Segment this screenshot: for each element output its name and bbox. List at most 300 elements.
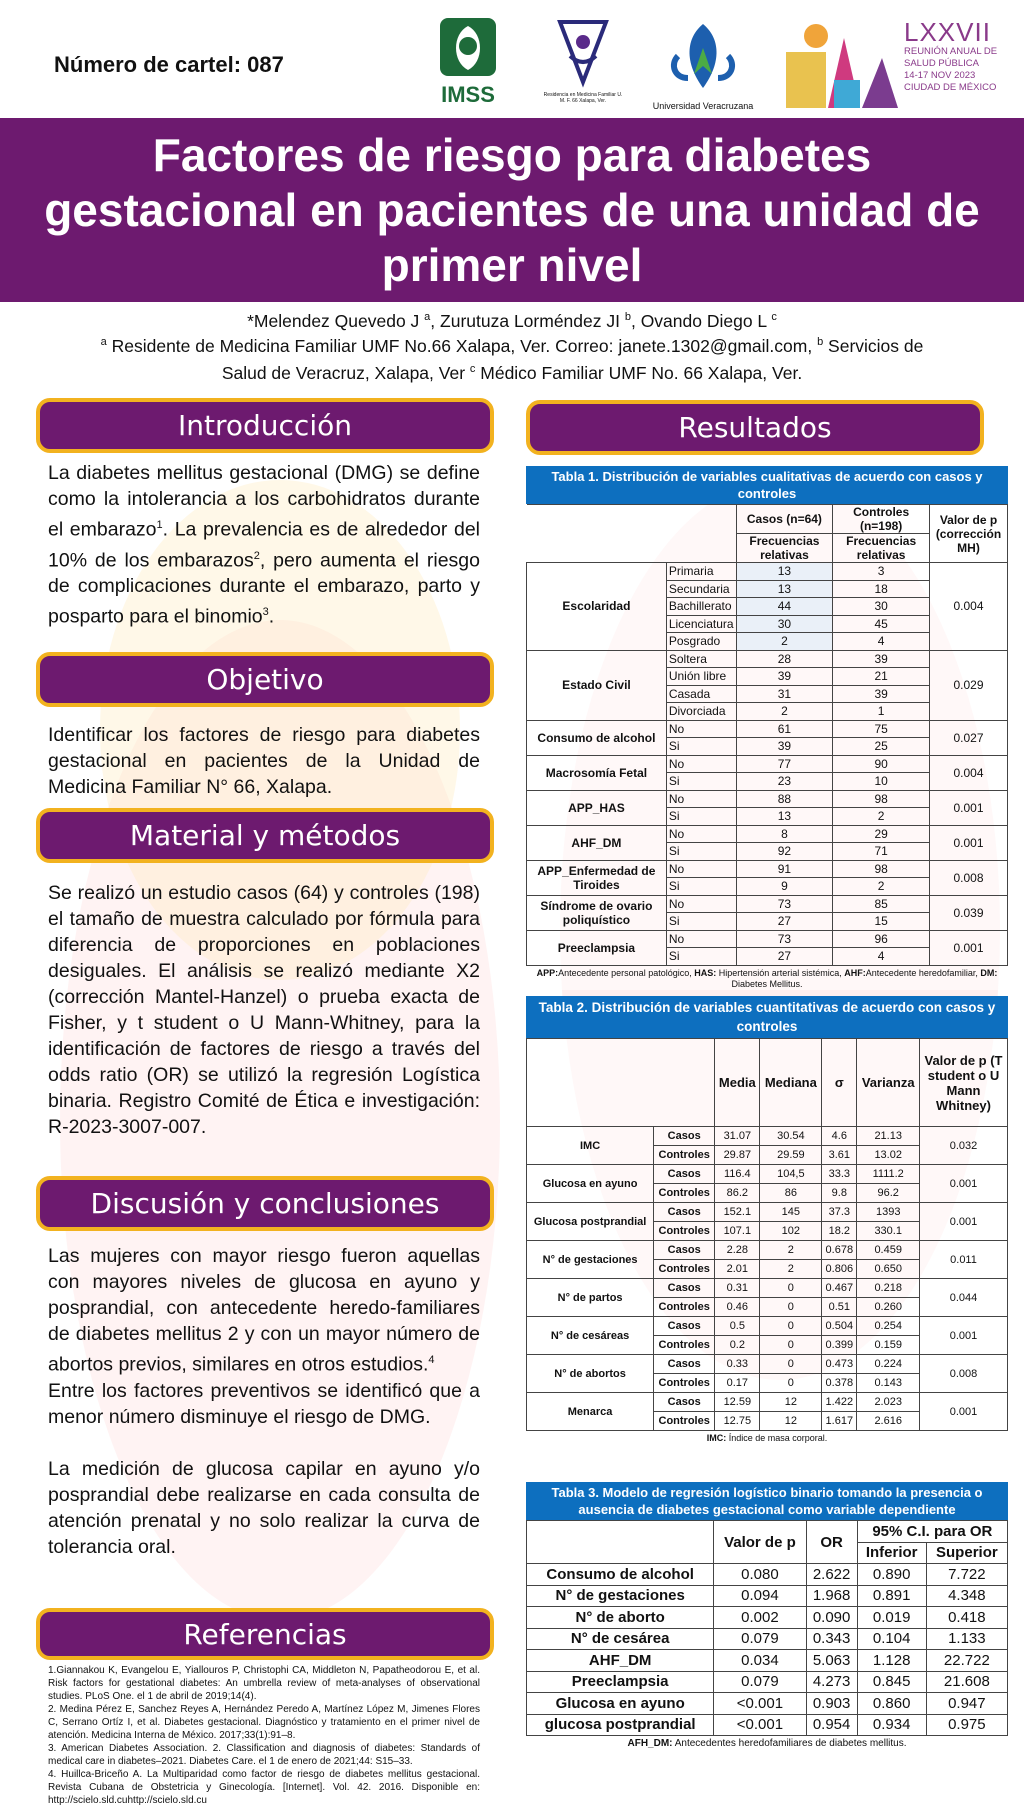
t1-cases-value: 2 [736,633,833,651]
t1-controls-value: 98 [833,860,930,878]
t3-value: 0.845 [857,1671,926,1693]
lxxvii-reunion-logo [784,18,1000,110]
reference-1: 1.Giannakou K, Evangelou E, Yiallouros P, Christophi CA, Middleton N, Papatheodorou E, et al. Risk factors for gestational diabetes: An umbrella review of meta-analyses of observational studies. PLoS One. el 1 de abril de 2019;14(4). [48,1665,480,1702]
t2-value: 330.1 [857,1222,920,1241]
t3-value: 0.891 [857,1585,926,1607]
t1-cases-value: 13 [736,580,833,598]
t1-cases-value: 61 [736,720,833,738]
section-methods-heading: Material y métodos [36,808,494,863]
t2-p-value: 0.001 [920,1203,1008,1241]
t2-col-mediana: Mediana [760,1039,822,1127]
t2-value: 18.2 [822,1222,857,1241]
t2-group-name: N° de partos [527,1279,654,1317]
t3-value: 1.128 [857,1650,926,1672]
t2-value: 0.2 [715,1336,760,1355]
t2-p-value: 0.032 [920,1127,1008,1165]
t1-col-cases: Casos (n=64) [736,505,833,534]
t2-value: 0 [760,1355,822,1374]
t3-col-inferior: Inferior [857,1542,926,1564]
t1-cases-value: 30 [736,615,833,633]
t2-row [527,1393,1008,1412]
t2-value: 104,5 [760,1165,822,1184]
t2-value: 0.260 [857,1298,920,1317]
t2-value: 0.143 [857,1374,920,1393]
t1-category: Si [666,738,736,756]
t1-category: Soltera [666,650,736,668]
t1-cases-value: 9 [736,878,833,896]
t2-value: 0.218 [857,1279,920,1298]
t2-group-name: N° de cesáreas [527,1317,654,1355]
t2-value: 0.459 [857,1241,920,1260]
t1-controls-value: 90 [833,755,930,773]
t2-value: 0.467 [822,1279,857,1298]
t3-value: 0.094 [714,1585,806,1607]
t3-value: 0.418 [926,1607,1007,1629]
t2-group-name: Menarca [527,1393,654,1431]
t1-category: Si [666,773,736,791]
t1-p-value: 0.039 [930,895,1008,930]
t2-row [527,1203,1008,1222]
t3-row [527,1650,1008,1672]
t3-variable: N° de cesárea [527,1628,714,1650]
t3-value: 0.079 [714,1671,806,1693]
universidad-veracruzana-logo [648,18,758,110]
t2-value: 0 [760,1317,822,1336]
t1-category: No [666,895,736,913]
t2-value: 21.13 [857,1127,920,1146]
t1-category: No [666,720,736,738]
table-2-caption: Tabla 2. Distribución de variables cuantitativas de acuerdo con casos y controles [526,996,1008,1038]
t2-value: 0.17 [715,1374,760,1393]
t1-controls-value: 98 [833,790,930,808]
t3-value: 0.954 [806,1714,857,1736]
imss-logo [430,16,506,106]
t2-value: 0.31 [715,1279,760,1298]
t1-category: Si [666,913,736,931]
t2-value: 0 [760,1336,822,1355]
t1-controls-value: 1 [833,703,930,721]
t1-group-name: APP_HAS [527,790,667,825]
t2-row [527,1127,1008,1146]
t1-group-name: Consumo de alcohol [527,720,667,755]
t1-p-value: 0.004 [930,755,1008,790]
t2-group-name: N° de gestaciones [527,1241,654,1279]
t2-value: 13.02 [857,1146,920,1165]
t1-category: No [666,755,736,773]
t1-category: Si [666,843,736,861]
t1-cases-value: 39 [736,738,833,756]
table-1 [526,466,1008,990]
t2-p-value: 0.011 [920,1241,1008,1279]
t3-variable: Preeclampsia [527,1671,714,1693]
methods-paragraph: Se realizó un estudio casos (64) y controles (198) el tamaño de muestra calculado por fórmula para diferencia de proporciones en poblaciones desiguales. El análisis se realizó mediante X2 (corrección Mantel-Hanzel) o prueba exacta de Fisher, y t student o U Mann-Whitney, para la identificación de factores de riesgo a través del odds ratio (OR) se utilizó la regresión Logística binaria. Registro Comité de Ética e investigación: R-2023-3007-007. [48,882,480,1138]
section-results-heading: Resultados [526,400,984,455]
t2-value: 2 [760,1260,822,1279]
event-roman-number: LXXVII [904,17,991,47]
t2-value: 3.61 [822,1146,857,1165]
t2-value: 29.87 [715,1146,760,1165]
t1-controls-value: 30 [833,598,930,616]
t2-subgroup: Casos [654,1127,715,1146]
t1-p-value: 0.001 [930,790,1008,825]
universidad-veracruzana-text: Universidad Veracruzana [652,101,754,111]
t2-value: 0.46 [715,1298,760,1317]
t2-value: 0.473 [822,1355,857,1374]
t2-value: 2.023 [857,1393,920,1412]
t3-value: 0.860 [857,1693,926,1715]
t2-value: 86 [760,1184,822,1203]
t2-value: 152.1 [715,1203,760,1222]
t1-row [527,825,1008,843]
section-objective-heading: Objetivo [36,652,494,707]
t1-cases-value: 77 [736,755,833,773]
t1-cases-value: 13 [736,563,833,581]
t2-row [527,1355,1008,1374]
t1-category: Posgrado [666,633,736,651]
t1-category: No [666,825,736,843]
t1-controls-value: 3 [833,563,930,581]
t1-controls-value: 85 [833,895,930,913]
t1-category: Secundaria [666,580,736,598]
t2-subgroup: Controles [654,1222,715,1241]
t1-row [527,860,1008,878]
t2-col-media: Media [715,1039,760,1127]
t2-row [527,1165,1008,1184]
t2-value: 0.159 [857,1336,920,1355]
author-2: , Zurutuza Lorméndez JI [430,310,625,331]
t1-category: Casada [666,685,736,703]
imss-logo-text: IMSS [441,82,495,106]
poster-title: Factores de riesgo para diabetes gestacional en pacientes de una unidad de primer nivel [44,128,980,291]
t1-controls-value: 15 [833,913,930,931]
t3-value: 0.002 [714,1607,806,1629]
t3-value: 0.975 [926,1714,1007,1736]
t2-value: 1111.2 [857,1165,920,1184]
event-line-4: CIUDAD DE MÉXICO [904,82,997,93]
t2-subgroup: Casos [654,1165,715,1184]
t2-value: 0.504 [822,1317,857,1336]
t2-value: 2 [760,1241,822,1260]
reference-4: 4. Huillca-Briceño A. La Multiparidad como factor de riesgo de diabetes mellitus gestacional. Revista Cubana de Obstetricia y Ginecología. [Internet]. Vol. 42. 2016. Disponible en: http://scielo.sld.cuhttp://scielo.sld.cu [48,1769,480,1806]
t3-row [527,1714,1008,1736]
t2-value: 0.51 [822,1298,857,1317]
t3-value: 22.722 [926,1650,1007,1672]
table-2 [526,996,1008,1444]
t1-controls-value: 4 [833,633,930,651]
t3-value: 0.080 [714,1564,806,1586]
references-list [48,1664,480,1807]
t3-col-or: OR [806,1521,857,1564]
t1-category: Divorciada [666,703,736,721]
t2-value: 0.378 [822,1374,857,1393]
residencia-logo-text: Residencia en Medicina Familiar U. M. F. 66 Xalapa, Ver. [543,92,623,104]
t2-value: 2.616 [857,1412,920,1431]
t2-value: 1.422 [822,1393,857,1412]
t2-value: 12 [760,1412,822,1431]
t3-value: 0.934 [857,1714,926,1736]
t2-subgroup: Casos [654,1317,715,1336]
t1-cases-value: 8 [736,825,833,843]
t1-controls-value: 21 [833,668,930,686]
t3-row [527,1585,1008,1607]
section-discussion-heading: Discusión y conclusiones [36,1176,494,1231]
t3-value: 5.063 [806,1650,857,1672]
t1-col-freq-cases: Frecuencias relativas [736,534,833,563]
section-intro-heading: Introducción [36,398,494,453]
t2-value: 0.33 [715,1355,760,1374]
t2-value: 1393 [857,1203,920,1222]
t1-category: Primaria [666,563,736,581]
t1-p-value: 0.004 [930,563,1008,651]
t2-p-value: 0.001 [920,1165,1008,1203]
t2-value: 116.4 [715,1165,760,1184]
t3-value: 2.622 [806,1564,857,1586]
t1-category: Si [666,948,736,966]
t1-row [527,790,1008,808]
t2-value: 30.54 [760,1127,822,1146]
t1-controls-value: 75 [833,720,930,738]
t1-row [527,930,1008,948]
t3-value: 0.019 [857,1607,926,1629]
t1-category: Si [666,878,736,896]
t2-value: 0.678 [822,1241,857,1260]
t3-value: 1.133 [926,1628,1007,1650]
t1-cases-value: 73 [736,930,833,948]
affiliations: $^a$ Residente de Medicina Familiar UMF No.66 Xalapa, Ver. Correo: janete.1302@gmail.com, $^b$ Servicios de Salud de Veracruz, Xalapa, Ver $^c$ Médico Familiar UMF No. 66 Xalapa, Ver. [100,335,924,383]
t1-row [527,563,1008,581]
t3-variable: Consumo de alcohol [527,1564,714,1586]
t1-category: Licenciatura [666,615,736,633]
t3-variable: N° de gestaciones [527,1585,714,1607]
t2-value: 29.59 [760,1146,822,1165]
t1-category: Si [666,808,736,826]
t1-controls-value: 25 [833,738,930,756]
t3-row [527,1607,1008,1629]
author-3: , Ovando Diego L [630,310,772,331]
table-3 [526,1482,1008,1749]
t2-group-name: Glucosa en ayuno [527,1165,654,1203]
t2-p-value: 0.008 [920,1355,1008,1393]
t1-cases-value: 44 [736,598,833,616]
table-3-caption: Tabla 3. Modelo de regresión logístico binario tomando la presencia o ausencia de diabetes gestacional como variable dependiente [526,1482,1008,1520]
t2-value: 0.224 [857,1355,920,1374]
t1-controls-value: 10 [833,773,930,791]
t2-subgroup: Casos [654,1279,715,1298]
t1-group-name: AHF_DM [527,825,667,860]
t3-col-p: Valor de p [714,1521,806,1564]
t2-subgroup: Casos [654,1241,715,1260]
residencia-logo [543,12,623,108]
table-3-note: AFH_DM: Antecedentes heredofamiliares de diabetes mellitus. [627,1738,907,1749]
t1-group-name: Preeclampsia [527,930,667,965]
t3-row [527,1671,1008,1693]
t1-group-name: Escolaridad [527,563,667,651]
t2-value: 0.806 [822,1260,857,1279]
t2-subgroup: Controles [654,1336,715,1355]
t2-group-name: IMC [527,1127,654,1165]
t1-group-name: APP_Enfermedad de Tiroides [527,860,667,895]
t2-subgroup: Casos [654,1393,715,1412]
t2-p-value: 0.044 [920,1279,1008,1317]
t1-group-name: Estado Civil [527,650,667,720]
table-1-note: APP:Antecedente personal patológico, HAS: Hipertensión arterial sistémica, AHF:Antecedente heredofamiliar, DM: Diabetes Mellitus. [536,967,998,989]
t1-cases-value: 91 [736,860,833,878]
t2-value: 0 [760,1279,822,1298]
t1-controls-value: 45 [833,615,930,633]
t2-value: 107.1 [715,1222,760,1241]
t2-value: 0.254 [857,1317,920,1336]
t3-value: 21.608 [926,1671,1007,1693]
t1-row [527,895,1008,913]
t2-value: 2.28 [715,1241,760,1260]
t1-cases-value: 92 [736,843,833,861]
t1-row [527,755,1008,773]
t2-value: 0.399 [822,1336,857,1355]
t2-subgroup: Controles [654,1184,715,1203]
t1-controls-value: 2 [833,808,930,826]
t2-value: 96.2 [857,1184,920,1203]
t1-col-controls: Controles (n=198) [833,505,930,534]
t1-cases-value: 27 [736,948,833,966]
title-band [0,118,1024,302]
author-1: *Melendez Quevedo J [247,310,425,331]
t1-row [527,720,1008,738]
t2-value: 0 [760,1374,822,1393]
t2-value: 33.3 [822,1165,857,1184]
t1-controls-value: 4 [833,948,930,966]
t1-col-freq-controls: Frecuencias relativas [833,534,930,563]
t2-row [527,1241,1008,1260]
t1-group-name: Macrosomía Fetal [527,755,667,790]
cartel-number: Número de cartel: 087 [54,52,284,77]
t3-value: 0.079 [714,1628,806,1650]
t1-row [527,650,1008,668]
authors-line: *Melendez Quevedo J $^a$, Zurutuza Lorméndez JI $^b$, Ovando Diego L $^c$ [247,310,777,331]
t3-value: 0.034 [714,1650,806,1672]
t2-subgroup: Casos [654,1203,715,1222]
t2-value: 12 [760,1393,822,1412]
t2-subgroup: Controles [654,1298,715,1317]
t2-value: 12.59 [715,1393,760,1412]
t2-value: 0.650 [857,1260,920,1279]
reference-2: 2. Medina Pérez E, Sanchez Reyes A, Hernández Peredo A, Martínez López M, Jimenes Flores C, Serrano Ortíz I, et al. Diabetes gestacional. Diagnóstico y tratamiento en el primer nivel de atención. Medicina Interna de México. 2017;33(1):91–8. [48,1704,480,1741]
t2-subgroup: Controles [654,1374,715,1393]
t3-value: 0.104 [857,1628,926,1650]
objective-paragraph: Identificar los factores de riesgo para diabetes gestacional en pacientes de la Unidad de Medicina Familiar N° 66, Xalapa. [48,724,480,798]
t3-row [527,1693,1008,1715]
t2-value: 12.75 [715,1412,760,1431]
t2-value: 0 [760,1298,822,1317]
t1-p-value: 0.001 [930,825,1008,860]
t1-controls-value: 18 [833,580,930,598]
t1-cases-value: 13 [736,808,833,826]
t1-controls-value: 29 [833,825,930,843]
t3-row [527,1628,1008,1650]
t2-value: 0.5 [715,1317,760,1336]
t1-cases-value: 27 [736,913,833,931]
t2-row [527,1317,1008,1336]
t2-value: 31.07 [715,1127,760,1146]
t1-category: Bachillerato [666,598,736,616]
t1-p-value: 0.029 [930,650,1008,720]
table-2-note: IMC: Índice de masa corporal. [706,1433,828,1443]
t1-category: Unión libre [666,668,736,686]
t3-value: 0.343 [806,1628,857,1650]
t1-p-value: 0.001 [930,930,1008,965]
t3-variable: glucosa postprandial [527,1714,714,1736]
t2-group-name: N° de abortos [527,1355,654,1393]
t1-group-name: Síndrome de ovario poliquístico [527,895,667,930]
t2-row [527,1279,1008,1298]
t3-value: <0.001 [714,1714,806,1736]
t1-p-value: 0.008 [930,860,1008,895]
reference-3: 3. American Diabetes Association. 2. Classification and diagnosis of diabetes: Standards of medical care in diabetes–2021. Diabetes Care. el 1 de enero de 2021;44: S15–33. [48,1743,480,1767]
t1-controls-value: 71 [833,843,930,861]
t2-col-sigma: σ [822,1039,857,1127]
t1-controls-value: 39 [833,685,930,703]
discussion-paragraph: Las mujeres con mayor riesgo fueron aquellas con mayores niveles de glucosa en ayuno y posprandial, con antecedente heredo-familiares de diabetes mellitus 2 y con un mayor número de abortos previos, similares en otros estudios.$^4$ Entre los factores preventivos se identificó que a menor número disminuye el riesgo de DMG. La medición de glucosa capilar en ayuno y/o posprandial debe realizarse en cada consulta de atención prenatal y no solo realizar la curva de tolerancia oral. [48,1245,480,1558]
t1-cases-value: 88 [736,790,833,808]
t2-subgroup: Casos [654,1355,715,1374]
t2-value: 1.617 [822,1412,857,1431]
t1-category: No [666,930,736,948]
t2-p-value: 0.001 [920,1317,1008,1355]
t2-col-p: Valor de p (T student o U Mann Whitney) [920,1039,1008,1127]
intro-paragraph: La diabetes mellitus gestacional (DMG) se define como la intolerancia a los carbohidratos durante el embarazo$^1$. La prevalencia es de alrededor del 10% de los embarazos$^2$, pero aumenta el riesgo de complicaciones durante el embarazo, parto y posparto para el binomio$^3$. [48,462,480,628]
t1-category: No [666,790,736,808]
event-line-2: SALUD PÚBLICA [904,58,979,69]
t1-controls-value: 39 [833,650,930,668]
t1-cases-value: 39 [736,668,833,686]
t1-cases-value: 2 [736,703,833,721]
t3-value: 4.348 [926,1585,1007,1607]
t3-value: 7.722 [926,1564,1007,1586]
t1-cases-value: 73 [736,895,833,913]
t3-value: <0.001 [714,1693,806,1715]
t3-value: 0.947 [926,1693,1007,1715]
t1-category: No [666,860,736,878]
t3-variable: Glucosa en ayuno [527,1693,714,1715]
t2-subgroup: Controles [654,1260,715,1279]
event-line-1: REUNIÓN ANUAL DE [904,46,998,57]
t2-group-name: Glucosa postprandial [527,1203,654,1241]
t1-col-p: Valor de p (corrección MH) [930,505,1008,563]
t1-cases-value: 28 [736,650,833,668]
t3-variable: AHF_DM [527,1650,714,1672]
t1-cases-value: 31 [736,685,833,703]
t2-subgroup: Controles [654,1412,715,1431]
t1-p-value: 0.027 [930,720,1008,755]
section-references-heading: Referencias [36,1608,494,1660]
t2-value: 102 [760,1222,822,1241]
t3-value: 4.273 [806,1671,857,1693]
t3-value: 0.903 [806,1693,857,1715]
t2-value: 9.8 [822,1184,857,1203]
t2-subgroup: Controles [654,1146,715,1165]
t2-value: 4.6 [822,1127,857,1146]
t1-controls-value: 2 [833,878,930,896]
t3-value: 1.968 [806,1585,857,1607]
t2-value: 2.01 [715,1260,760,1279]
t1-cases-value: 23 [736,773,833,791]
table-1-caption: Tabla 1. Distribución de variables cualitativas de acuerdo con casos y controles [526,466,1008,504]
t3-value: 0.890 [857,1564,926,1586]
t3-variable: N° de aborto [527,1607,714,1629]
t2-p-value: 0.001 [920,1393,1008,1431]
t3-row [527,1564,1008,1586]
t2-value: 145 [760,1203,822,1222]
t3-value: 0.090 [806,1607,857,1629]
